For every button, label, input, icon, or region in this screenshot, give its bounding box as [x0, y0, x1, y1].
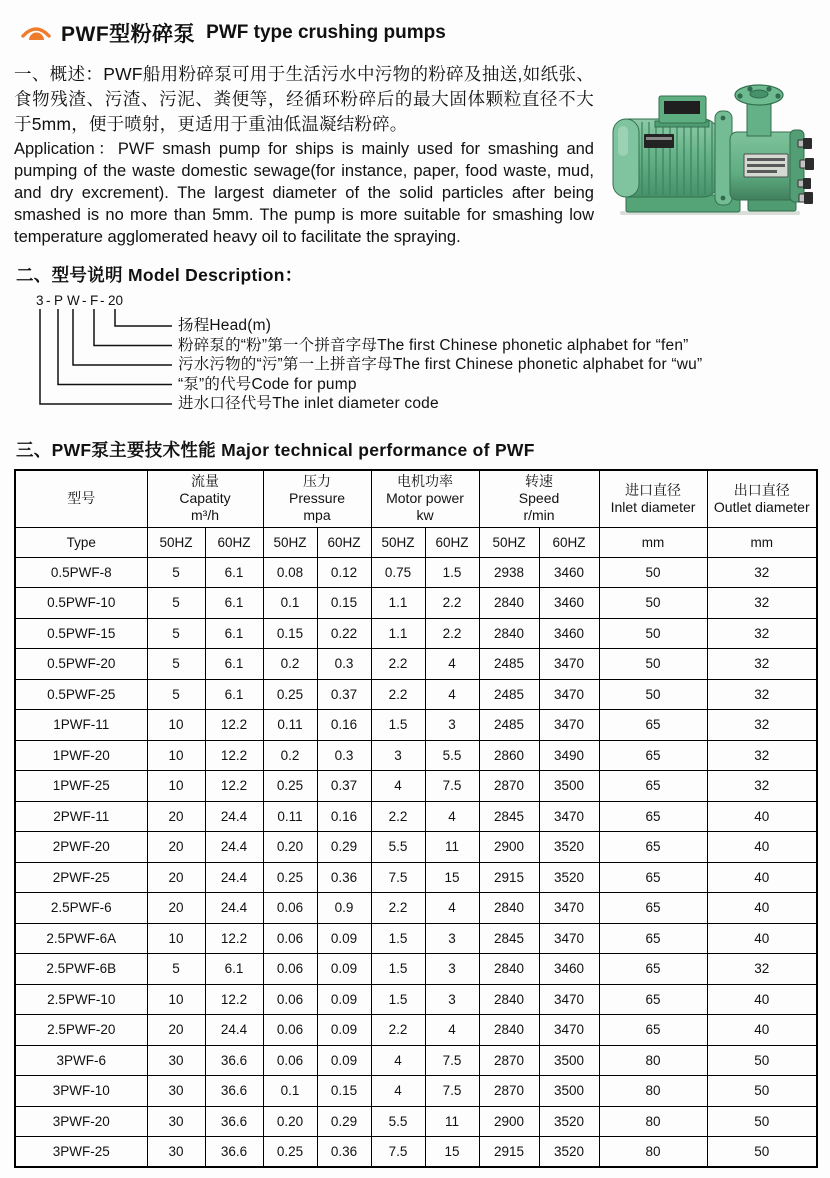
model-diagram-labels — [178, 316, 702, 414]
value-cell: 24.4 — [205, 893, 263, 924]
value-cell: 50 — [599, 557, 707, 588]
value-cell: 12.2 — [205, 771, 263, 802]
value-cell: 32 — [707, 740, 817, 771]
value-cell: 0.36 — [317, 862, 371, 893]
value-cell: 2900 — [479, 1106, 539, 1137]
value-cell: 65 — [599, 710, 707, 741]
value-cell: 2840 — [479, 1015, 539, 1046]
table-row — [15, 618, 817, 649]
value-cell: 20 — [147, 862, 205, 893]
value-cell: 0.16 — [317, 801, 371, 832]
value-cell: 0.15 — [317, 1076, 371, 1107]
table-row — [15, 1015, 817, 1046]
value-cell: 0.06 — [263, 893, 317, 924]
model-code-label: 粉碎泵的“粉”第一个拼音字母The first Chinese phonetic alphabet for “fen” — [178, 336, 689, 354]
value-cell: 2870 — [479, 1076, 539, 1107]
value-cell: 2845 — [479, 801, 539, 832]
value-cell: 4 — [371, 1045, 425, 1076]
model-cell: 0.5PWF-8 — [15, 557, 147, 588]
value-cell: 32 — [707, 679, 817, 710]
value-cell: 3470 — [539, 923, 599, 954]
value-cell: 3490 — [539, 740, 599, 771]
value-cell: 2.2 — [425, 588, 479, 619]
brand-arc-icon — [20, 21, 52, 45]
subheader-inlet-mm: mm — [599, 527, 707, 557]
value-cell: 3520 — [539, 832, 599, 863]
value-cell: 32 — [707, 649, 817, 680]
value-cell: 0.12 — [317, 557, 371, 588]
value-cell: 0.2 — [263, 740, 317, 771]
value-cell: 3470 — [539, 710, 599, 741]
value-cell: 65 — [599, 801, 707, 832]
value-cell: 0.11 — [263, 801, 317, 832]
value-cell: 1.1 — [371, 618, 425, 649]
value-cell: 50 — [707, 1076, 817, 1107]
value-cell: 2870 — [479, 771, 539, 802]
value-cell: 10 — [147, 710, 205, 741]
value-cell: 2485 — [479, 710, 539, 741]
model-cell: 3PWF-20 — [15, 1106, 147, 1137]
value-cell: 2.2 — [425, 618, 479, 649]
value-cell: 15 — [425, 1137, 479, 1168]
value-cell: 40 — [707, 984, 817, 1015]
value-cell: 3 — [425, 923, 479, 954]
value-cell: 7.5 — [371, 1137, 425, 1168]
value-cell: 3500 — [539, 771, 599, 802]
value-cell: 0.06 — [263, 923, 317, 954]
header-model: 型号 — [15, 470, 147, 527]
value-cell: 50 — [707, 1045, 817, 1076]
subheader-60hz: 60HZ — [539, 527, 599, 557]
value-cell: 2840 — [479, 618, 539, 649]
model-cell: 3PWF-25 — [15, 1137, 147, 1168]
value-cell: 4 — [425, 1015, 479, 1046]
model-code-part: - — [46, 293, 51, 308]
value-cell: 65 — [599, 771, 707, 802]
value-cell: 0.20 — [263, 832, 317, 863]
model-code-label: “泵”的代号Code for pump — [178, 375, 357, 393]
subheader-50hz: 50HZ — [479, 527, 539, 557]
header-pressure: 压力 Pressure mpa — [263, 470, 371, 527]
value-cell: 4 — [425, 649, 479, 680]
value-cell: 36.6 — [205, 1106, 263, 1137]
value-cell: 2.2 — [371, 801, 425, 832]
value-cell: 6.1 — [205, 588, 263, 619]
subheader-60hz: 60HZ — [205, 527, 263, 557]
value-cell: 4 — [425, 801, 479, 832]
value-cell: 1.5 — [425, 557, 479, 588]
value-cell: 1.5 — [371, 984, 425, 1015]
value-cell: 2840 — [479, 954, 539, 985]
value-cell: 0.25 — [263, 679, 317, 710]
value-cell: 50 — [599, 618, 707, 649]
value-cell: 0.37 — [317, 679, 371, 710]
value-cell: 40 — [707, 893, 817, 924]
subheader-50hz: 50HZ — [371, 527, 425, 557]
value-cell: 0.2 — [263, 649, 317, 680]
model-code-label: 污水污物的“污”第一上拼音字母The first Chinese phonetic alphabet for “wu” — [178, 356, 703, 373]
performance-table — [14, 469, 818, 1168]
value-cell: 0.06 — [263, 1015, 317, 1046]
value-cell: 0.06 — [263, 954, 317, 985]
value-cell: 40 — [707, 1015, 817, 1046]
value-cell: 2485 — [479, 679, 539, 710]
value-cell: 40 — [707, 801, 817, 832]
value-cell: 0.3 — [317, 740, 371, 771]
model-code-part: F — [90, 293, 99, 308]
value-cell: 5.5 — [371, 1106, 425, 1137]
table-row — [15, 679, 817, 710]
value-cell: 1.5 — [371, 954, 425, 985]
model-cell: 0.5PWF-20 — [15, 649, 147, 680]
value-cell: 0.11 — [263, 710, 317, 741]
overview-section — [14, 62, 816, 248]
value-cell: 80 — [599, 1076, 707, 1107]
table-row — [15, 710, 817, 741]
value-cell: 3500 — [539, 1076, 599, 1107]
header-speed: 转速 Speed r/min — [479, 470, 599, 527]
value-cell: 10 — [147, 984, 205, 1015]
model-code-part: W — [67, 293, 80, 308]
value-cell: 32 — [707, 771, 817, 802]
value-cell: 6.1 — [205, 557, 263, 588]
table-row — [15, 801, 817, 832]
value-cell: 7.5 — [425, 1045, 479, 1076]
value-cell: 2900 — [479, 832, 539, 863]
value-cell: 0.1 — [263, 1076, 317, 1107]
value-cell: 3470 — [539, 1015, 599, 1046]
value-cell: 0.08 — [263, 557, 317, 588]
performance-table-head — [15, 470, 817, 557]
value-cell: 2485 — [479, 649, 539, 680]
pump-image — [600, 82, 816, 218]
model-description-heading: 二、型号说明 Model Description： — [16, 265, 303, 285]
value-cell: 10 — [147, 923, 205, 954]
value-cell: 3470 — [539, 984, 599, 1015]
value-cell: 40 — [707, 832, 817, 863]
model-cell: 2PWF-11 — [15, 801, 147, 832]
value-cell: 5.5 — [425, 740, 479, 771]
subheader-60hz: 60HZ — [425, 527, 479, 557]
value-cell: 2.2 — [371, 649, 425, 680]
value-cell: 3460 — [539, 618, 599, 649]
value-cell: 80 — [599, 1137, 707, 1168]
value-cell: 6.1 — [205, 954, 263, 985]
value-cell: 3470 — [539, 801, 599, 832]
table-row — [15, 862, 817, 893]
value-cell: 3 — [425, 954, 479, 985]
value-cell: 65 — [599, 954, 707, 985]
table-row — [15, 588, 817, 619]
value-cell: 40 — [707, 862, 817, 893]
model-code-diagram — [22, 293, 824, 421]
value-cell: 2915 — [479, 862, 539, 893]
model-cell: 0.5PWF-15 — [15, 618, 147, 649]
value-cell: 3470 — [539, 679, 599, 710]
value-cell: 6.1 — [205, 649, 263, 680]
value-cell: 65 — [599, 832, 707, 863]
overview-text-en: Application：PWF smash pump for ships is mainly used for smashing and pumping of the waste domestic sewage(for instance, paper, food waste, mud, and dry excrement). The largest diameter of the solid particles after being smashed is no more than 5mm. The pump is more suitable for smashing low temperature agglomerated heavy oil to facilitate the spraying. — [14, 140, 594, 246]
value-cell: 11 — [425, 1106, 479, 1137]
table-row — [15, 923, 817, 954]
value-cell: 2.2 — [371, 679, 425, 710]
value-cell: 7.5 — [425, 1076, 479, 1107]
value-cell: 2870 — [479, 1045, 539, 1076]
subheader-50hz: 50HZ — [263, 527, 317, 557]
value-cell: 0.25 — [263, 1137, 317, 1168]
value-cell: 30 — [147, 1045, 205, 1076]
value-cell: 24.4 — [205, 1015, 263, 1046]
value-cell: 1.1 — [371, 588, 425, 619]
value-cell: 36.6 — [205, 1076, 263, 1107]
value-cell: 2.2 — [371, 893, 425, 924]
model-code-part: 20 — [108, 293, 124, 308]
model-cell: 1PWF-11 — [15, 710, 147, 741]
subheader-outlet-mm: mm — [707, 527, 817, 557]
header-capacity: 流量 Capatity m³/h — [147, 470, 263, 527]
value-cell: 0.9 — [317, 893, 371, 924]
value-cell: 20 — [147, 801, 205, 832]
performance-table-body — [15, 557, 817, 1167]
value-cell: 12.2 — [205, 710, 263, 741]
value-cell: 20 — [147, 893, 205, 924]
value-cell: 3470 — [539, 649, 599, 680]
value-cell: 40 — [707, 923, 817, 954]
value-cell: 0.09 — [317, 954, 371, 985]
value-cell: 5 — [147, 954, 205, 985]
model-code-part: 3 — [36, 293, 44, 308]
value-cell: 0.16 — [317, 710, 371, 741]
value-cell: 12.2 — [205, 984, 263, 1015]
value-cell: 10 — [147, 771, 205, 802]
value-cell: 0.09 — [317, 1045, 371, 1076]
table-row — [15, 557, 817, 588]
header-motor-power: 电机功率 Motor power kw — [371, 470, 479, 527]
value-cell: 4 — [425, 893, 479, 924]
model-code-label: 进水口径代号The inlet diameter code — [178, 395, 439, 412]
value-cell: 80 — [599, 1106, 707, 1137]
table-row — [15, 740, 817, 771]
model-cell: 0.5PWF-25 — [15, 679, 147, 710]
value-cell: 0.37 — [317, 771, 371, 802]
model-cell: 2.5PWF-6A — [15, 923, 147, 954]
value-cell: 2938 — [479, 557, 539, 588]
performance-heading: 三、PWF泵主要技术性能 Major technical performance of PWF — [16, 440, 535, 460]
model-code-label: 扬程Head(m) — [178, 317, 272, 334]
value-cell: 5 — [147, 588, 205, 619]
value-cell: 2840 — [479, 588, 539, 619]
value-cell: 2915 — [479, 1137, 539, 1168]
model-cell: 3PWF-6 — [15, 1045, 147, 1076]
model-cell: 2.5PWF-6 — [15, 893, 147, 924]
overview-text-zh: 一、概述：PWF船用粉碎泵可用于生活污水中污物的粉碎及抽送,如纸张、食物残渣、污渣、污泥、粪便等，经循环粉碎后的最大固体颗粒直径不大于5mm，便于喷射，更适用于重油低温凝结粉碎。 — [14, 64, 594, 134]
value-cell: 50 — [599, 588, 707, 619]
subheader-type: Type — [15, 527, 147, 557]
value-cell: 3500 — [539, 1045, 599, 1076]
value-cell: 0.29 — [317, 832, 371, 863]
value-cell: 10 — [147, 740, 205, 771]
value-cell: 2840 — [479, 984, 539, 1015]
model-cell: 2.5PWF-20 — [15, 1015, 147, 1046]
model-cell: 2PWF-20 — [15, 832, 147, 863]
value-cell: 3 — [425, 710, 479, 741]
value-cell: 0.09 — [317, 1015, 371, 1046]
value-cell: 5 — [147, 649, 205, 680]
value-cell: 65 — [599, 923, 707, 954]
value-cell: 0.36 — [317, 1137, 371, 1168]
value-cell: 30 — [147, 1076, 205, 1107]
table-row — [15, 649, 817, 680]
value-cell: 80 — [599, 1045, 707, 1076]
value-cell: 50 — [599, 649, 707, 680]
table-row — [15, 771, 817, 802]
value-cell: 24.4 — [205, 832, 263, 863]
value-cell: 6.1 — [205, 618, 263, 649]
model-code-part: - — [100, 293, 105, 308]
value-cell: 4 — [425, 679, 479, 710]
subheader-50hz: 50HZ — [147, 527, 205, 557]
model-cell: 0.5PWF-10 — [15, 588, 147, 619]
value-cell: 24.4 — [205, 862, 263, 893]
value-cell: 0.20 — [263, 1106, 317, 1137]
value-cell: 5.5 — [371, 832, 425, 863]
value-cell: 20 — [147, 1015, 205, 1046]
model-cell: 2.5PWF-10 — [15, 984, 147, 1015]
value-cell: 65 — [599, 984, 707, 1015]
value-cell: 50 — [707, 1106, 817, 1137]
value-cell: 32 — [707, 588, 817, 619]
model-code-part: - — [82, 293, 87, 308]
model-code-part: P — [54, 293, 64, 308]
value-cell: 7.5 — [425, 771, 479, 802]
value-cell: 5 — [147, 618, 205, 649]
value-cell: 3 — [425, 984, 479, 1015]
table-row — [15, 1076, 817, 1107]
model-cell: 3PWF-10 — [15, 1076, 147, 1107]
subheader-60hz: 60HZ — [317, 527, 371, 557]
value-cell: 0.15 — [317, 588, 371, 619]
value-cell: 50 — [599, 679, 707, 710]
value-cell: 3470 — [539, 893, 599, 924]
header-outlet-diameter: 出口直径 Outlet diameter — [707, 470, 817, 527]
value-cell: 2.2 — [371, 1015, 425, 1046]
value-cell: 1.5 — [371, 710, 425, 741]
value-cell: 65 — [599, 1015, 707, 1046]
table-row — [15, 1137, 817, 1168]
value-cell: 0.15 — [263, 618, 317, 649]
page-header — [20, 18, 816, 48]
value-cell: 3520 — [539, 862, 599, 893]
page-title-zh: PWF型粉碎泵 — [61, 23, 196, 46]
value-cell: 30 — [147, 1137, 205, 1168]
value-cell: 0.06 — [263, 1045, 317, 1076]
value-cell: 32 — [707, 954, 817, 985]
value-cell: 0.3 — [317, 649, 371, 680]
value-cell: 2840 — [479, 893, 539, 924]
value-cell: 0.1 — [263, 588, 317, 619]
value-cell: 0.29 — [317, 1106, 371, 1137]
model-cell: 2PWF-25 — [15, 862, 147, 893]
value-cell: 36.6 — [205, 1137, 263, 1168]
table-row — [15, 1045, 817, 1076]
model-cell: 2.5PWF-6B — [15, 954, 147, 985]
table-row — [15, 954, 817, 985]
value-cell: 32 — [707, 557, 817, 588]
value-cell: 7.5 — [371, 862, 425, 893]
value-cell: 2860 — [479, 740, 539, 771]
value-cell: 4 — [371, 1076, 425, 1107]
value-cell: 50 — [707, 1137, 817, 1168]
value-cell: 0.75 — [371, 557, 425, 588]
value-cell: 20 — [147, 832, 205, 863]
value-cell: 11 — [425, 832, 479, 863]
page-title-en: PWF type crushing pumps — [206, 22, 446, 43]
value-cell: 36.6 — [205, 1045, 263, 1076]
value-cell: 24.4 — [205, 801, 263, 832]
value-cell: 30 — [147, 1106, 205, 1137]
value-cell: 0.09 — [317, 923, 371, 954]
value-cell: 3460 — [539, 954, 599, 985]
model-cell: 1PWF-25 — [15, 771, 147, 802]
value-cell: 0.22 — [317, 618, 371, 649]
value-cell: 3460 — [539, 557, 599, 588]
value-cell: 5 — [147, 679, 205, 710]
value-cell: 5 — [147, 557, 205, 588]
value-cell: 12.2 — [205, 740, 263, 771]
value-cell: 0.25 — [263, 771, 317, 802]
value-cell: 12.2 — [205, 923, 263, 954]
value-cell: 3520 — [539, 1137, 599, 1168]
value-cell: 6.1 — [205, 679, 263, 710]
model-cell: 1PWF-20 — [15, 740, 147, 771]
value-cell: 3 — [371, 740, 425, 771]
value-cell: 4 — [371, 771, 425, 802]
value-cell: 0.06 — [263, 984, 317, 1015]
table-row — [15, 984, 817, 1015]
value-cell: 0.25 — [263, 862, 317, 893]
value-cell: 65 — [599, 862, 707, 893]
table-row — [15, 832, 817, 863]
value-cell: 1.5 — [371, 923, 425, 954]
value-cell: 2845 — [479, 923, 539, 954]
value-cell: 65 — [599, 740, 707, 771]
value-cell: 0.09 — [317, 984, 371, 1015]
value-cell: 65 — [599, 893, 707, 924]
value-cell: 32 — [707, 710, 817, 741]
value-cell: 15 — [425, 862, 479, 893]
value-cell: 3520 — [539, 1106, 599, 1137]
table-row — [15, 893, 817, 924]
value-cell: 32 — [707, 618, 817, 649]
header-inlet-diameter: 进口直径 Inlet diameter — [599, 470, 707, 527]
value-cell: 3460 — [539, 588, 599, 619]
